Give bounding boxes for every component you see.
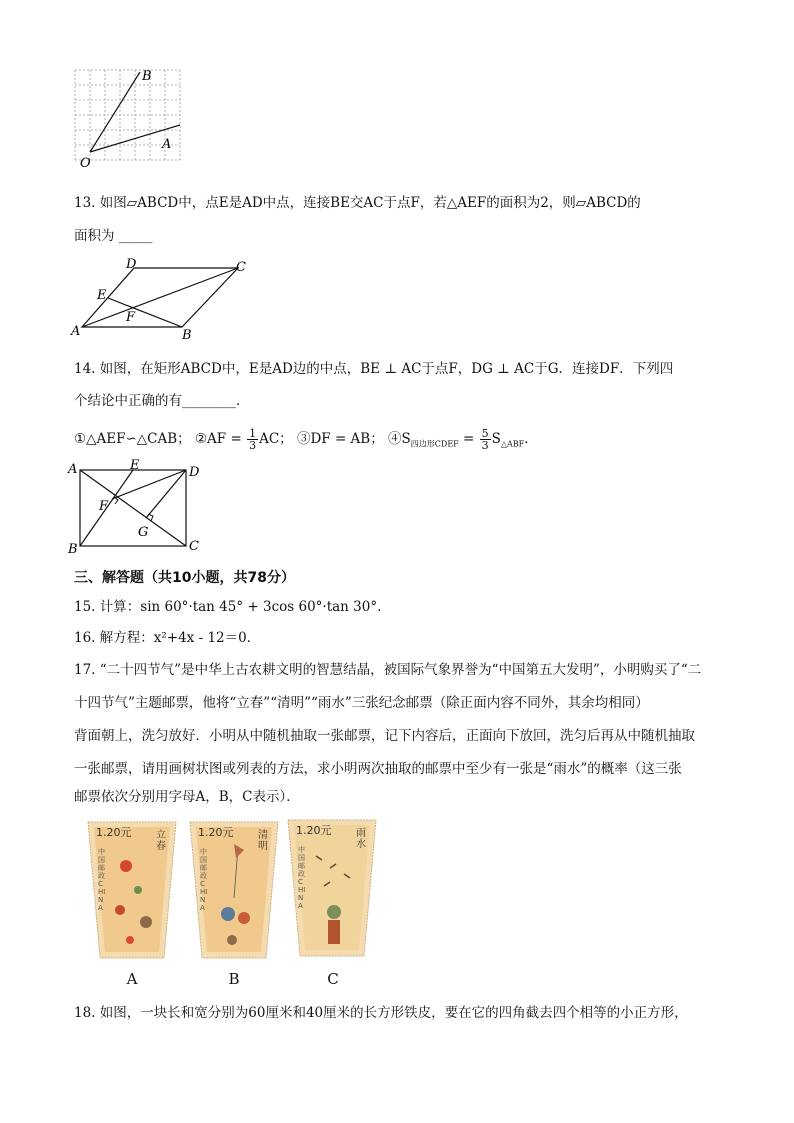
section-heading: 三、解答题（共10小题，共78分） — [74, 570, 295, 586]
q14-line2: 个结论中正确的有________． — [74, 393, 250, 409]
conclusion-3: ③DF = AB； — [296, 431, 384, 447]
label-A: A — [68, 462, 78, 477]
label-F: F — [99, 499, 109, 514]
label-E: E — [97, 288, 107, 303]
stamp-c-name: 雨水 — [356, 828, 366, 850]
q13-line1: 13. 如图▱ABCD中，点E是AD中点，连接BE交AC于点F，若△AEF的面积为2，则▱ABCD的 — [74, 195, 641, 211]
q17-line1: 17. “二十四节气”是中华上古农耕文明的智慧结晶，被国际气象界誉为“中国第五大发明”，小明购买了“二 — [74, 662, 702, 678]
label-E: E — [130, 458, 140, 473]
q16: 16. 解方程：x²+4x - 12＝0． — [74, 630, 261, 646]
stamp-b-issuer: 中国邮政 CHINA — [200, 848, 208, 912]
label-D: D — [189, 465, 200, 480]
label-A: A — [162, 137, 172, 152]
q14-line1: 14. 如图，在矩形ABCD中，E是AD边的中点，BE ⊥ AC于点F，DG ⊥ AC于G．连接DF．下列四 — [74, 361, 674, 377]
conclusion-2: ②AF = $\frac{1}{3}$ AC； — [194, 427, 293, 452]
stamp-a — [86, 818, 178, 963]
stamp-b — [188, 818, 280, 963]
stamp-a-price: 1.20元 — [96, 826, 132, 839]
label-B: B — [142, 69, 152, 84]
stamp-b-price: 1.20元 — [198, 826, 234, 839]
q17-line2: 十四节气”主题邮票，他将“立春”“清明”“雨水”三张纪念邮票（除正面内容不同外，其余均相同） — [74, 695, 649, 711]
conclusion-4: $④S_{四边形CDEF}$ = $\frac{5}{3}$ $S_{\triangle ABF}$． — [388, 427, 538, 452]
q17-line5: 邮票依次分别用字母A，B，C表示）． — [74, 789, 300, 805]
label-B: B — [68, 542, 78, 556]
label-D: D — [126, 257, 137, 272]
label-G: G — [138, 525, 149, 540]
q14-conclusions — [74, 424, 538, 460]
stamp-b-label: B — [228, 970, 240, 988]
stamp-a-name: 立春 — [156, 830, 166, 852]
q15: 15. 计算：sin 60°·tan 45° + 3cos 60°·tan 30°． — [74, 599, 391, 615]
label-C: C — [189, 539, 199, 554]
stamp-a-label: A — [126, 970, 138, 988]
q13-line2: 面积为 _____ — [74, 228, 153, 244]
label-B: B — [182, 328, 192, 343]
label-C: C — [236, 260, 246, 275]
rectangle-figure — [66, 458, 216, 556]
stamp-b-name: 清明 — [258, 830, 268, 852]
conclusion-1: ①△AEF∽△CAB； — [74, 431, 191, 447]
stamp-c-price: 1.20元 — [296, 824, 332, 837]
stamp-c — [286, 816, 378, 961]
q18: 18. 如图，一块长和宽分别为60厘米和40厘米的长方形铁皮，要在它的四角截去四个相等的小正方形， — [74, 1005, 688, 1021]
grid-angle-figure — [70, 66, 185, 171]
label-A: A — [71, 324, 81, 339]
parallelogram-figure — [68, 255, 258, 345]
q17-line3: 背面朝上，洗匀放好．小明从中随机抽取一张邮票，记下内容后，正面向下放回，洗匀后再从中随机抽取 — [74, 728, 695, 744]
stamp-c-label: C — [327, 970, 339, 988]
stamp-a-issuer: 中国邮政 CHINA — [98, 848, 106, 912]
q17-line4: 一张邮票，请用画树状图或列表的方法，求小明两次抽取的邮票中至少有一张是“雨水”的概率（这三张 — [74, 761, 682, 777]
label-O: O — [80, 156, 91, 171]
label-F: F — [126, 310, 136, 325]
stamp-c-issuer: 中国邮政 CHINA — [298, 846, 306, 910]
